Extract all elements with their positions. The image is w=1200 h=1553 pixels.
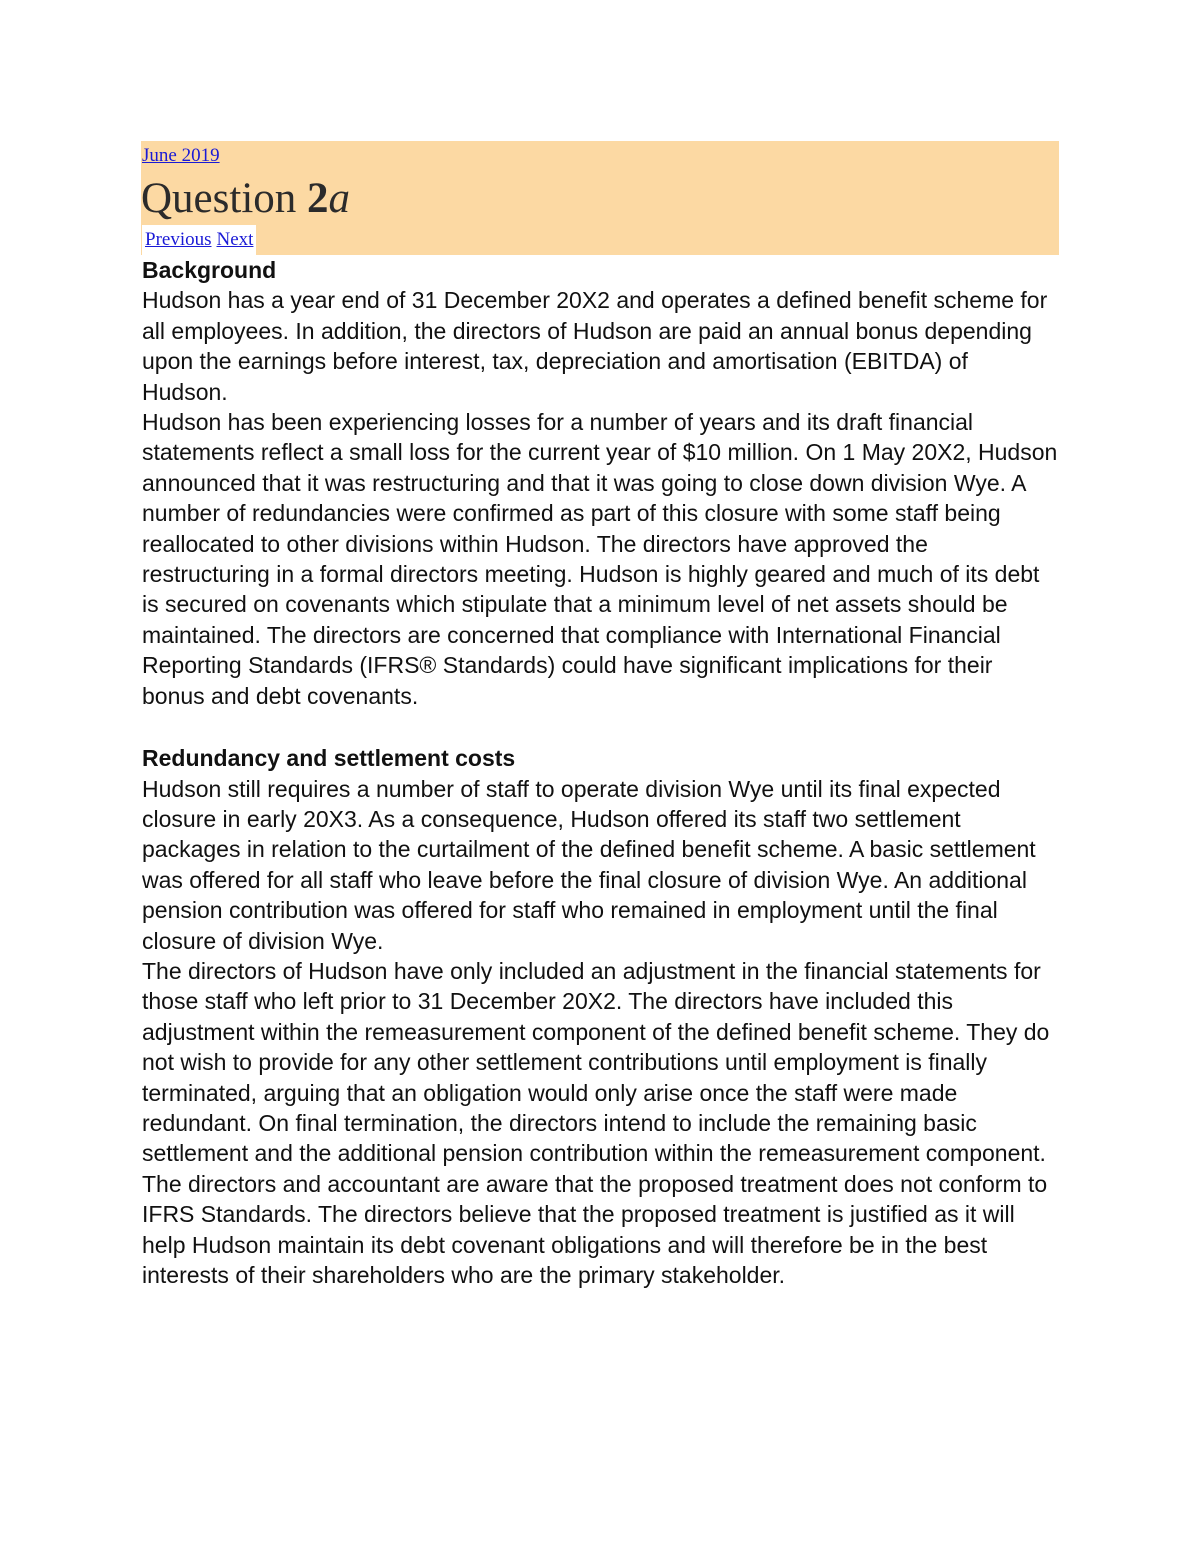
exam-date-link[interactable]: June 2019 (142, 145, 220, 166)
paragraph: Hudson has been experiencing losses for a number of years and its draft financial statements reflect a small loss for the current year of $10 million. On 1 May 20X2, Hudson announced that it was restructuring and that it was going to close down division Wye. A number of redundancies were confirmed as part of this closure with some staff being reallocated to other divisions within Hudson. The directors have approved the restructuring in a formal directors meeting. Hudson is highly geared and much of its debt is secured on covenants which stipulate that a minimum level of net assets should be maintained. The directors are concerned that compliance with International Financial Reporting Standards (IFRS® Standards) could have significant implications for their bonus and debt covenants. (142, 409, 1058, 709)
section-spacer (142, 711, 1059, 743)
section-heading-background: Background (142, 257, 277, 283)
next-link[interactable]: Next (216, 229, 254, 250)
question-nav (142, 225, 256, 255)
paragraph: Hudson still requires a number of staff to operate division Wye until its final expected closure in early 20X3. As a consequence, Hudson offered its staff two settlement packages in relation to the curtailment of the defined benefit scheme. A basic settlement was offered for all staff who leave before the final closure of division Wye. An additional pension contribution was offered for staff who remained in employment until the final closure of division Wye. (142, 775, 1036, 954)
question-letter: a (328, 175, 351, 222)
question-number: 2 (307, 175, 329, 222)
previous-link[interactable]: Previous (145, 229, 212, 250)
paragraph: Hudson has a year end of 31 December 20X2 and operates a defined benefit scheme for all employees. In addition, the directors of Hudson are paid an annual bonus depending upon the earnings before interest, tax, depreciation and amortisation (EBITDA) of Hudson. (142, 287, 1048, 405)
question-body (141, 255, 1059, 1290)
question-title-word: Question (141, 175, 297, 222)
document-page (141, 141, 1059, 1290)
section-heading-redundancy: Redundancy and settlement costs (142, 745, 516, 772)
question-header (141, 141, 1059, 255)
paragraph: The directors of Hudson have only included an adjustment in the financial statements for those staff who left prior to 31 December 20X2. The directors have included this adjustment within the remeasurement component of the defined benefit scheme. They do not wish to provide for any other settlement contributions until employment is finally terminated, arguing that an obligation would only arise once the staff were made redundant. On final termination, the directors intend to include the remaining basic settlement and the additional pension contribution within the remeasurement component. The directors and accountant are aware that the proposed treatment does not conform to IFRS Standards. The directors believe that the proposed treatment is justified as it will help Hudson maintain its debt covenant obligations and will therefore be in the best interests of their shareholders who are the primary stakeholder. (142, 957, 1050, 1288)
question-title (141, 173, 350, 225)
